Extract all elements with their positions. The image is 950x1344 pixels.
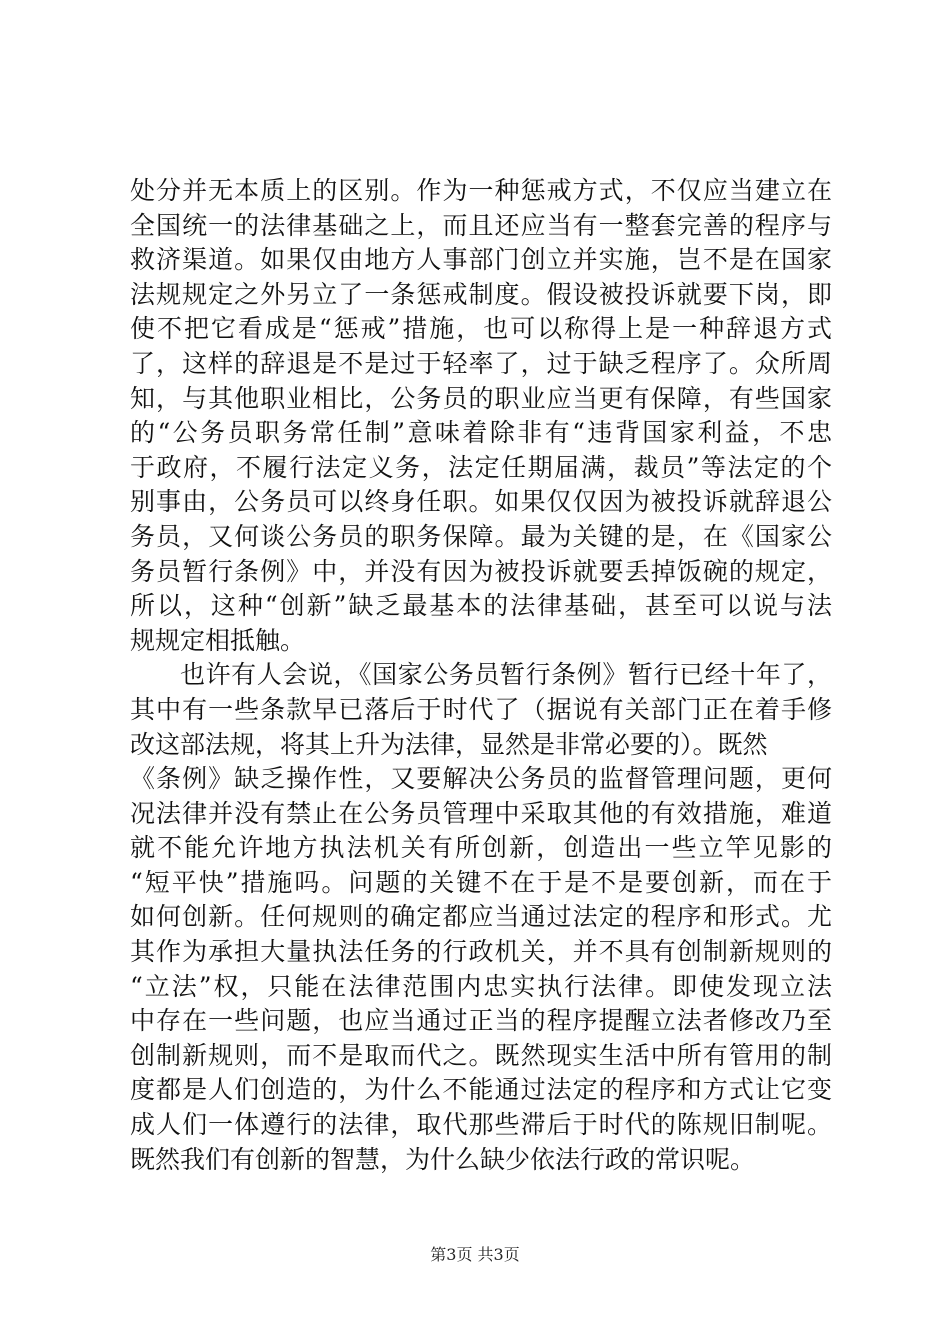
text-line-last: 规规定相抵触。 [130,625,306,655]
text-line: 所以，这种“创新”缺乏最基本的法律基础，甚至可以说与法 [130,591,832,621]
text-line: 使不把它看成是“惩戒”措施，也可以称得上是一种辞退方式 [130,314,832,344]
text-line: 改这部法规，将其上升为法律，显然是非常必要的）。既然 [130,729,768,759]
text-line: “立法”权，只能在法律范围内忠实执行法律。即使发现立法 [130,971,832,1001]
paragraph-2 [130,658,832,1177]
text-line: 就不能允许地方执法机关有所创新，创造出一些立竿见影的 [130,833,832,863]
page-number-footer: 第3页 共3页 [430,1245,520,1264]
text-line: 的“公务员职务常任制”意味着除非有“违背国家利益，不忠 [130,418,832,448]
text-line: 如何创新。任何规则的确定都应当通过法定的程序和形式。尤 [130,902,832,932]
text-line: 务员暂行条例》中，并没有因为被投诉就要丢掉饭碗的规定， [130,556,832,586]
text-line: 救济渠道。如果仅由地方人事部门创立并实施，岂不是在国家 [130,245,832,275]
text-line: 全国统一的法律基础之上，而且还应当有一整套完善的程序与 [130,210,832,240]
text-line-last: 既然我们有创新的智慧，为什么缺少依法行政的常识呢。 [130,1144,756,1174]
text-line: 知，与其他职业相比，公务员的职业应当更有保障，有些国家 [130,383,832,413]
text-line: 其中有一些条款早已落后于时代了（据说有关部门正在着手修 [130,694,832,724]
text-line: 了，这样的辞退是不是过于轻率了，过于缺乏程序了。众所周 [130,348,832,378]
text-line: 中存在一些问题，也应当通过正当的程序提醒立法者修改乃至 [130,1006,832,1036]
text-line-first: 也许有人会说，《国家公务员暂行条例》暂行已经十年了， [180,660,832,690]
text-line: 度都是人们创造的，为什么不能通过法定的程序和方式让它变 [130,1075,832,1105]
text-line: 其作为承担大量执法任务的行政机关，并不具有创制新规则的 [130,937,832,967]
text-line: 法规规定之外另立了一条惩戒制度。假设被投诉就要下岗，即 [130,279,832,309]
text-line: 别事由，公务员可以终身任职。如果仅仅因为被投诉就辞退公 [130,487,832,517]
text-line: 务员，又何谈公务员的职务保障。最为关键的是，在《国家公 [130,521,832,551]
paragraph-1 [130,174,832,658]
text-line: 成人们一体遵行的法律，取代那些滞后于时代的陈规旧制呢。 [130,1110,832,1140]
body-text [130,174,832,1177]
text-line: 创制新规则，而不是取而代之。既然现实生活中所有管用的制 [130,1040,832,1070]
text-line: 况法律并没有禁止在公务员管理中采取其他的有效措施，难道 [130,798,832,828]
text-line: “短平快”措施吗。问题的关键不在于是不是要创新，而在于 [130,867,832,897]
text-line: 处分并无本质上的区别。作为一种惩戒方式，不仅应当建立在 [130,176,832,205]
text-line: 于政府，不履行法定义务，法定任期届满，裁员”等法定的个 [130,452,832,482]
text-line: 《条例》缺乏操作性，又要解决公务员的监督管理问题，更何 [130,764,832,794]
